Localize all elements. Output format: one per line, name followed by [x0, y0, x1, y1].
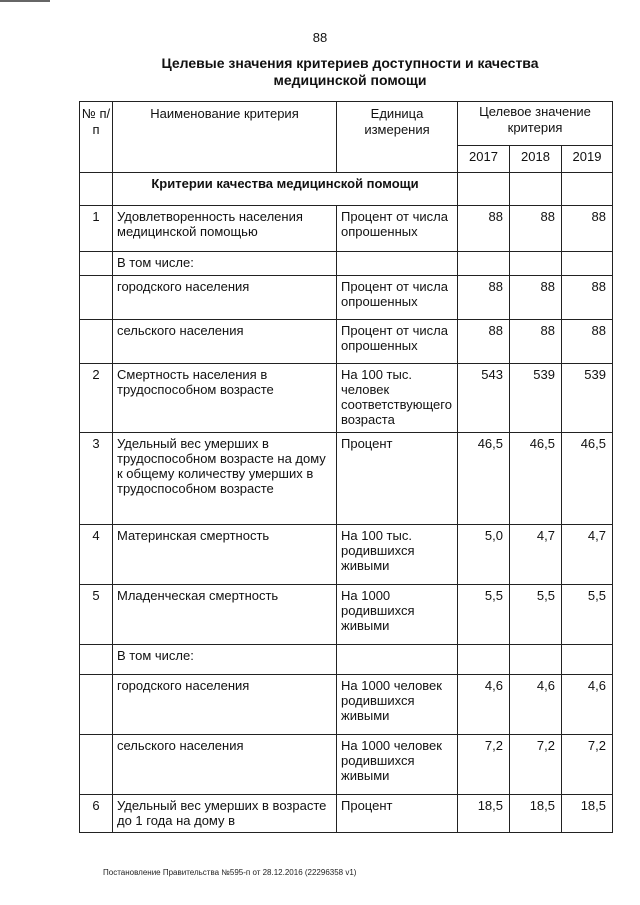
row-value-2017: 88 [458, 320, 510, 364]
section-title: Критерии качества медицинской помощи [113, 173, 458, 206]
table-row [80, 276, 613, 320]
header-year-2019: 2019 [562, 146, 613, 173]
row-name: Материнская смертность [113, 525, 337, 585]
table-row [80, 252, 613, 276]
row-value-2019: 4,7 [562, 525, 613, 585]
row-name: городского населения [113, 276, 337, 320]
row-value-2019: 5,5 [562, 585, 613, 645]
row-value-2018: 88 [510, 276, 562, 320]
row-value-2019: 88 [562, 320, 613, 364]
page-number: 88 [312, 30, 328, 45]
row-value-2017: 18,5 [458, 795, 510, 833]
row-value-2019: 18,5 [562, 795, 613, 833]
row-value-2017 [458, 645, 510, 675]
row-value-2017: 4,6 [458, 675, 510, 735]
row-num [80, 645, 113, 675]
header-target: Целевое значение критерия [458, 102, 613, 146]
row-unit: На 1000 родившихся живыми [337, 585, 458, 645]
row-name: В том числе: [113, 252, 337, 276]
top-rule [0, 0, 50, 2]
row-value-2019: 539 [562, 364, 613, 433]
row-num [80, 675, 113, 735]
row-value-2017: 5,0 [458, 525, 510, 585]
row-unit: На 100 тыс. родившихся живыми [337, 525, 458, 585]
row-name: В том числе: [113, 645, 337, 675]
row-num: 5 [80, 585, 113, 645]
table-row [80, 735, 613, 795]
row-value-2018: 88 [510, 320, 562, 364]
header-year-2018: 2018 [510, 146, 562, 173]
row-value-2018: 4,7 [510, 525, 562, 585]
row-value-2017: 46,5 [458, 433, 510, 525]
row-num: 6 [80, 795, 113, 833]
row-num: 1 [80, 206, 113, 252]
row-num [80, 276, 113, 320]
row-value-2018: 18,5 [510, 795, 562, 833]
row-unit: Процент от числа опрошенных [337, 276, 458, 320]
table-row [80, 675, 613, 735]
row-value-2019: 46,5 [562, 433, 613, 525]
row-name: Удовлетворенность населения медицинской помощью [113, 206, 337, 252]
row-name: Удельный вес умерших в возрасте до 1 года на дому в [113, 795, 337, 833]
row-unit: На 100 тыс. человек соответствующего возраста [337, 364, 458, 433]
title-line-2: медицинской помощи [273, 72, 427, 88]
row-unit [337, 645, 458, 675]
row-unit: Процент [337, 795, 458, 833]
row-num [80, 252, 113, 276]
row-value-2017: 88 [458, 206, 510, 252]
row-unit: Процент от числа опрошенных [337, 320, 458, 364]
section-num-cell [80, 173, 113, 206]
row-value-2018 [510, 645, 562, 675]
row-num: 2 [80, 364, 113, 433]
table-row [80, 585, 613, 645]
header-year-2017: 2017 [458, 146, 510, 173]
row-value-2018: 5,5 [510, 585, 562, 645]
row-value-2019: 88 [562, 206, 613, 252]
table-row [80, 364, 613, 433]
footer-note: Постановление Правительства №595-п от 28.12.2016 (22296358 v1) [103, 868, 357, 877]
row-value-2019 [562, 645, 613, 675]
table-body [80, 206, 613, 833]
row-value-2017: 5,5 [458, 585, 510, 645]
row-unit: Процент [337, 433, 458, 525]
table-row [80, 206, 613, 252]
row-num [80, 320, 113, 364]
row-name: сельского населения [113, 320, 337, 364]
row-value-2018: 88 [510, 206, 562, 252]
table-row [80, 433, 613, 525]
row-name: городского населения [113, 675, 337, 735]
row-unit: На 1000 человек родившихся живыми [337, 735, 458, 795]
row-value-2018 [510, 252, 562, 276]
row-num: 4 [80, 525, 113, 585]
header-unit: Единица измерения [337, 102, 458, 173]
row-value-2017: 543 [458, 364, 510, 433]
title-line-1: Целевые значения критериев доступности и качества [161, 55, 539, 71]
table-row [80, 795, 613, 833]
row-num: 3 [80, 433, 113, 525]
row-value-2017 [458, 252, 510, 276]
row-value-2018: 4,6 [510, 675, 562, 735]
row-value-2018: 539 [510, 364, 562, 433]
row-value-2019: 4,6 [562, 675, 613, 735]
table-row [80, 320, 613, 364]
row-value-2018: 7,2 [510, 735, 562, 795]
header-name: Наименование критерия [113, 102, 337, 173]
row-value-2017: 7,2 [458, 735, 510, 795]
table-row [80, 525, 613, 585]
row-value-2018: 46,5 [510, 433, 562, 525]
document-title [140, 55, 560, 89]
criteria-table [79, 101, 613, 833]
row-unit: На 1000 человек родившихся живыми [337, 675, 458, 735]
row-value-2017: 88 [458, 276, 510, 320]
row-unit [337, 252, 458, 276]
row-unit: Процент от числа опрошенных [337, 206, 458, 252]
row-num [80, 735, 113, 795]
row-value-2019: 88 [562, 276, 613, 320]
header-num: № п/п [80, 102, 113, 173]
row-value-2019: 7,2 [562, 735, 613, 795]
row-name: Младенческая смертность [113, 585, 337, 645]
row-name: сельского населения [113, 735, 337, 795]
row-value-2019 [562, 252, 613, 276]
row-name: Смертность населения в трудоспособном возрасте [113, 364, 337, 433]
table-row [80, 645, 613, 675]
row-name: Удельный вес умерших в трудоспособном возрасте на дому к общему количеству умерших в трудоспособном возрасте [113, 433, 337, 525]
